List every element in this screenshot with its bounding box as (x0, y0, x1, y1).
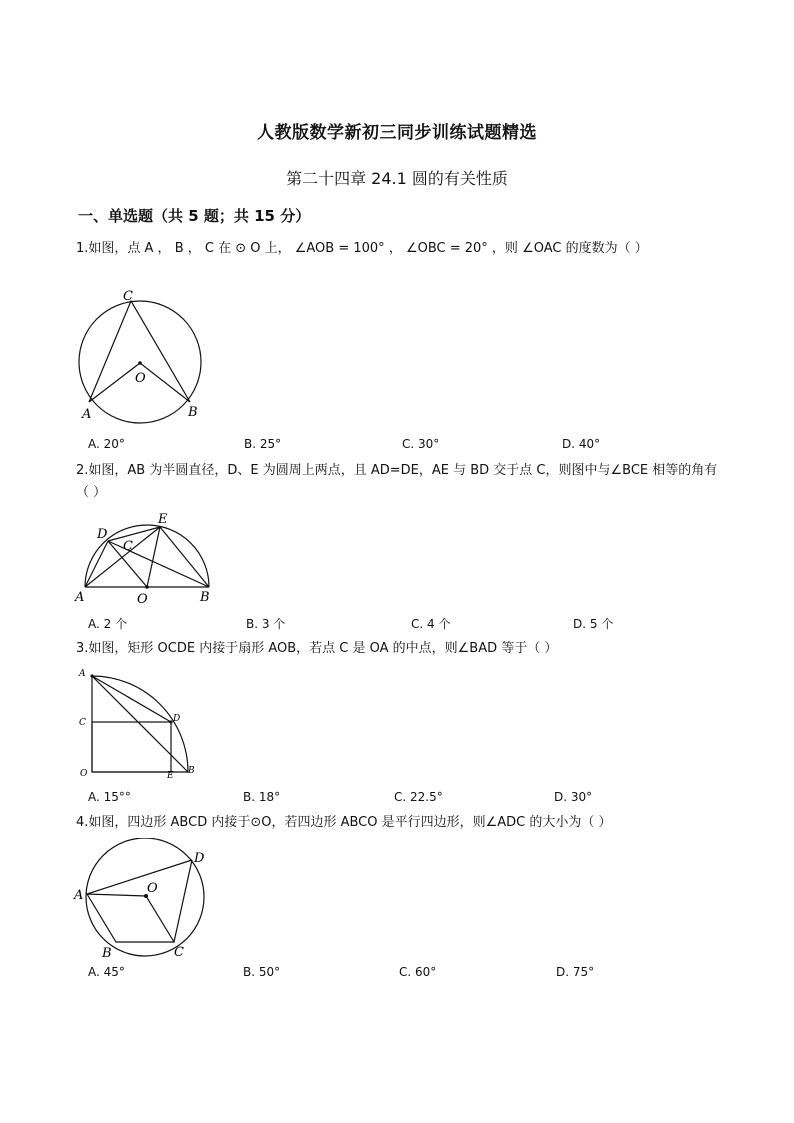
option-a[interactable]: A. 15°° (88, 790, 131, 804)
label-b: B (188, 405, 198, 420)
label-b: B (188, 766, 195, 776)
label-b: B (102, 946, 112, 961)
segment-dc (174, 860, 192, 942)
option-d[interactable]: D. 5 个 (573, 617, 614, 631)
option-a[interactable]: A. 45° (88, 965, 125, 979)
label-c: C (79, 718, 86, 728)
question-2-figure (70, 508, 220, 606)
label-e: E (158, 512, 168, 527)
option-b[interactable]: B. 25° (244, 437, 282, 451)
option-c[interactable]: C. 4 个 (411, 617, 451, 631)
label-d: D (194, 851, 205, 866)
label-e: E (167, 771, 174, 781)
question-3-figure (74, 666, 204, 782)
label-a: A (74, 888, 84, 903)
option-c[interactable]: C. 60° (399, 965, 437, 979)
rectangle-ocde (92, 722, 171, 772)
label-c: C (123, 539, 133, 554)
question-1-figure (76, 286, 206, 424)
center-point (138, 361, 142, 365)
option-c[interactable]: C. 30° (402, 437, 440, 451)
label-o: O (137, 592, 148, 606)
segment-ab (92, 676, 188, 772)
option-a[interactable]: A. 20° (88, 437, 125, 451)
question-4-figure (72, 838, 212, 962)
option-d[interactable]: D. 40° (562, 437, 601, 451)
label-a: A (79, 669, 86, 679)
section-heading: 一、单选题（共 5 题；共 15 分） (78, 207, 311, 225)
question-3-text: 3.如图，矩形 OCDE 内接于扇形 AOB，若点 C 是 OA 的中点，则∠BAD 等于（ ） (76, 641, 558, 656)
label-a: A (75, 590, 85, 605)
option-b[interactable]: B. 3 个 (246, 617, 286, 631)
label-c: C (123, 289, 133, 304)
question-1-text: 1.如图，点 A ， B ， C 在 ⊙ O 上， ∠AOB = 100° ， ∠OBC = 20° ，则 ∠OAC 的度数为（ ） (76, 241, 648, 256)
point-a (90, 674, 93, 677)
label-o: O (135, 371, 146, 386)
option-b[interactable]: B. 50° (243, 965, 281, 979)
center-point (145, 585, 149, 589)
question-4-text: 4.如图，四边形 ABCD 内接于⊙O，若四边形 ABCO 是平行四边形，则∠ADC 的大小为（ ） (76, 815, 612, 830)
label-d: D (97, 527, 108, 542)
option-a[interactable]: A. 2 个 (88, 617, 128, 631)
document-title: 人教版数学新初三同步训练试题精选 (257, 123, 537, 143)
option-b[interactable]: B. 18° (243, 790, 281, 804)
segment-ad (85, 541, 108, 587)
option-d[interactable]: D. 75° (556, 965, 595, 979)
label-c: C (174, 945, 184, 960)
chords-ca-cb (89, 301, 190, 402)
option-d[interactable]: D. 30° (554, 790, 593, 804)
chapter-subtitle: 第二十四章 24.1 圆的有关性质 (286, 169, 508, 188)
label-o: O (80, 769, 88, 779)
label-a: A (82, 407, 92, 422)
option-c[interactable]: C. 22.5° (394, 790, 443, 804)
label-d: D (173, 714, 181, 724)
label-b: B (200, 590, 210, 605)
segment-ad (87, 860, 192, 894)
label-o: O (147, 881, 158, 896)
question-2-text: 2.如图，AB 为半圆直径，D、E 为圆周上两点，且 AD=DE，AE 与 BD 交于点 C，则图中与∠BCE 相等的角有（ ） (76, 463, 718, 500)
